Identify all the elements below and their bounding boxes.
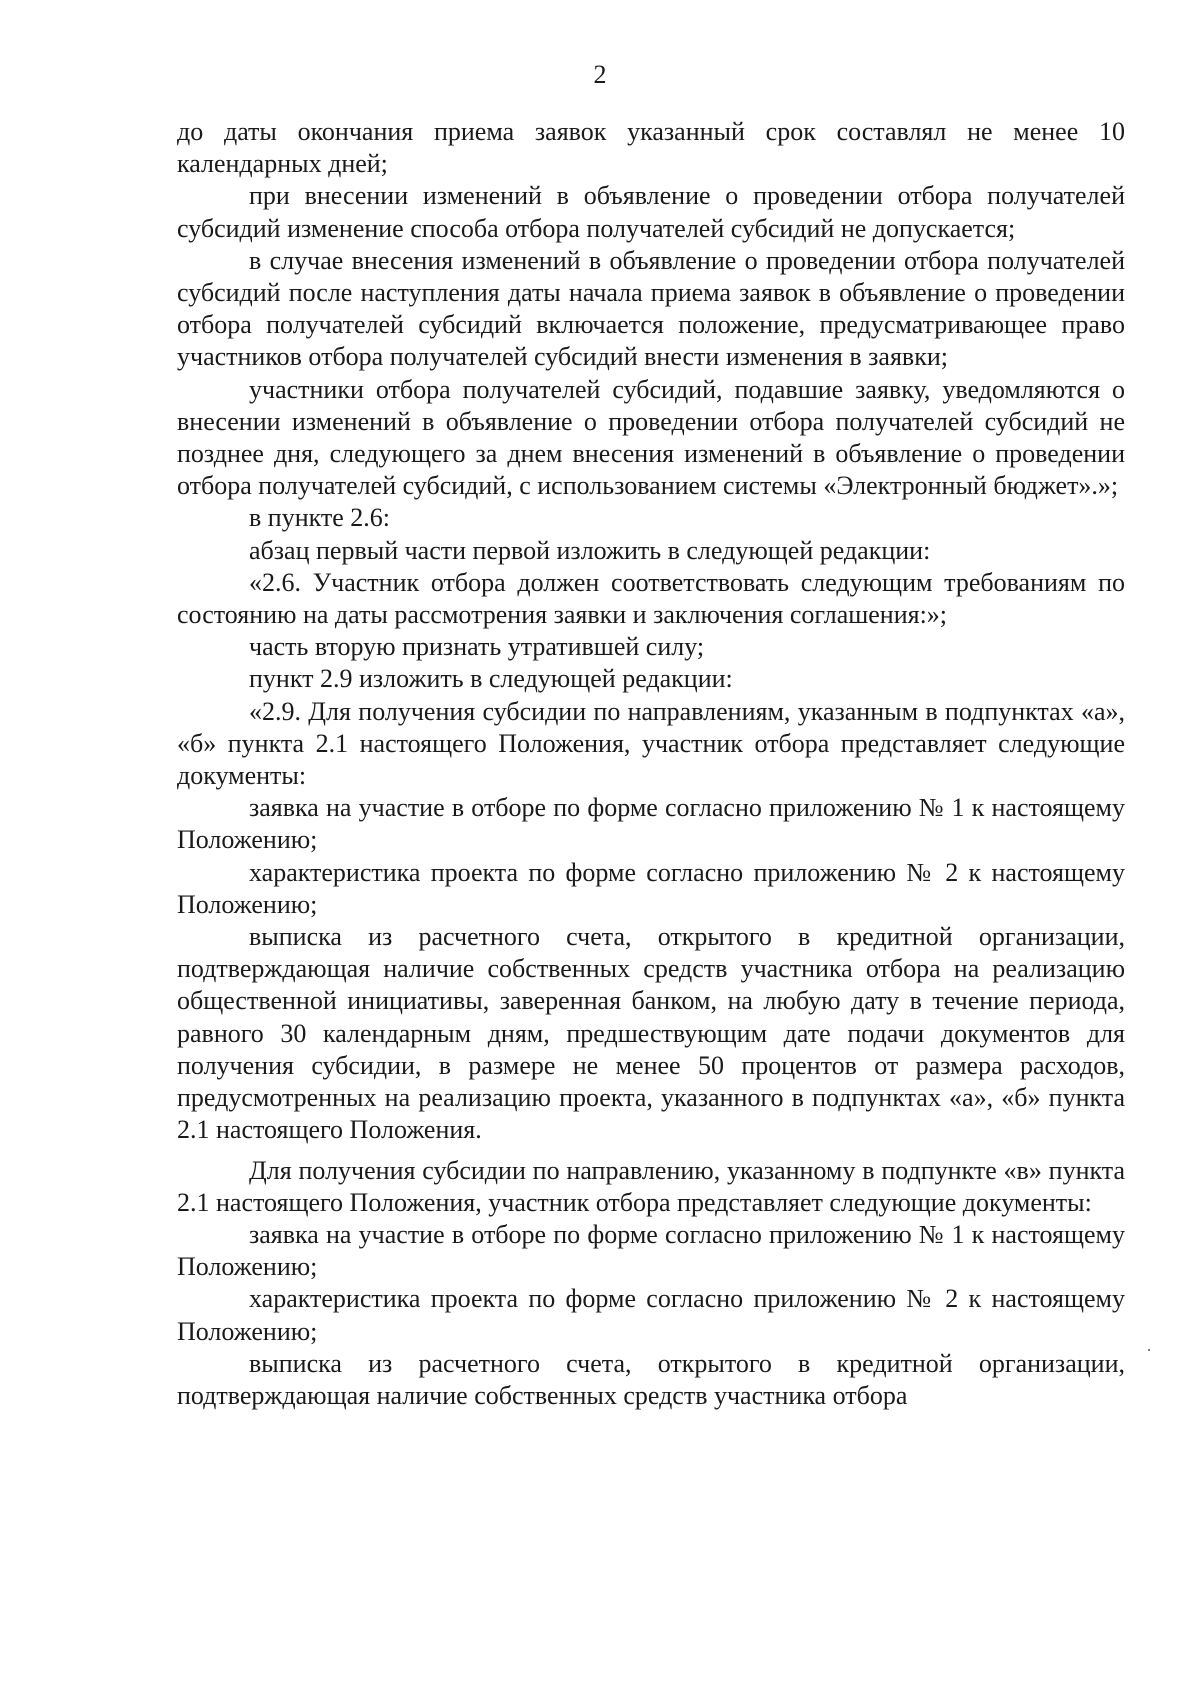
paragraph-changes-after-start: в случае внесения изменений в объявление о проведении отбора получателей субсидий после наступления даты начала приема заявок в объявление о проведении отбора получателей субсидий включается положение, предусматривающее право участников отбора получателей субсидий внести изменения в заявки;	[177, 245, 1125, 372]
scan-speck	[1148, 1349, 1150, 1351]
paragraph-item-2-6-intro: в пункте 2.6:	[249, 503, 391, 533]
paragraph-direction-v: Для получения субсидии по направлению, указанному в подпункте «в» пункта 2.1 настоящего Положения, участник отбора представляет следующие документы:	[177, 1155, 1125, 1217]
page-number: 2	[593, 60, 607, 89]
paragraph-second-part-void: часть вторую признать утратившей силу;	[249, 632, 705, 662]
paragraph-participants-notified: участники отбора получателей субсидий, подавшие заявку, уведомляются о внесении изменений в объявление о проведении отбора получателей субсидий не позднее дня, следующего за днем внесения изменений в объявление о проведении отбора получателей субсидий, с использованием системы «Электронный бюджет».»;	[177, 374, 1125, 501]
paragraph-bank-statement: выписка из расчетного счета, открытого в кредитной организации, подтверждающая наличие собственных средств участника отбора на реализацию общественной инициативы, заверенная банком, на любую дату в течение периода, равного 30 календарным дням, предшествующим дате подачи документов для получения субсидии, в размере не менее 50 процентов от размера расходов, предусмотренных на реализацию проекта, указанного в подпунктах «а», «б» пункта 2.1 настоящего Положения.	[177, 922, 1125, 1145]
paragraph-selection-method: при внесении изменений в объявление о проведении отбора получателей субсидий изменение способа отбора получателей субсидий не допускается;	[177, 181, 1125, 243]
paragraph-bank-statement-2: выписка из расчетного счета, открытого в кредитной организации, подтверждающая наличие собственных средств участника отбора	[177, 1348, 1125, 1410]
paragraph-application-form-2: заявка на участие в отборе по форме согласно приложению № 1 к настоящему Положению;	[177, 1219, 1125, 1282]
paragraph-first-part-edit: абзац первый части первой изложить в следующей редакции:	[249, 535, 931, 565]
paragraph-application-form: заявка на участие в отборе по форме согласно приложению № 1 к настоящему Положению;	[177, 793, 1125, 855]
paragraph-item-2-9-text: «2.9. Для получения субсидии по направлениям, указанным в подпунктах «а», «б» пункта 2.1 настоящего Положения, участник отбора представляет следующие документы:	[177, 696, 1125, 791]
paragraph-item-2-6-text: «2.6. Участник отбора должен соответствовать следующим требованиям по состоянию на даты рассмотрения заявки и заключения соглашения:»;	[177, 567, 1125, 630]
document-body	[177, 116, 1125, 1412]
paragraph-project-description: характеристика проекта по форме согласно приложению № 2 к настоящему Положению;	[177, 857, 1125, 919]
paragraph-project-description-2: характеристика проекта по форме согласно приложению № 2 к настоящему Положению;	[177, 1284, 1125, 1346]
paragraph-continuation: до даты окончания приема заявок указанный срок составлял не менее 10 календарных дней;	[177, 117, 1125, 179]
paragraph-item-2-9-intro: пункт 2.9 изложить в следующей редакции:	[249, 664, 733, 694]
